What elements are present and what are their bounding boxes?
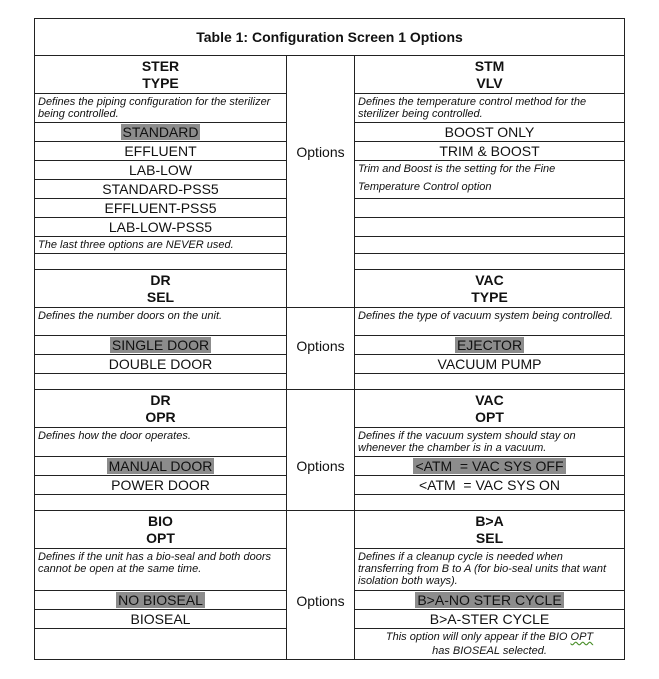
- empty-cell: [355, 199, 625, 218]
- empty-cell: [355, 237, 625, 254]
- ster-type-option-lab-low: LAB-LOW: [35, 161, 287, 180]
- ba-sel-header-line1: B>A: [475, 512, 504, 529]
- stm-vlv-header: [355, 56, 625, 94]
- vac-opt-option-vac-sys-off: <ATM = VAC SYS OFF: [355, 457, 625, 476]
- configuration-options-table: [34, 18, 625, 660]
- ba-sel-note-line1: [358, 630, 621, 644]
- bio-opt-description: Defines if the unit has a bio-seal and both doors cannot be open at the same time.: [35, 549, 287, 591]
- vac-opt-description: Defines if the vacuum system should stay on whenever the chamber is in a vacuum.: [355, 428, 625, 457]
- stm-vlv-option-boost-only: BOOST ONLY: [355, 123, 625, 142]
- options-column: [287, 56, 355, 308]
- options-label-1: Options: [296, 144, 345, 160]
- ster-type-header: [35, 56, 287, 94]
- spacer-cell: [35, 495, 287, 511]
- dr-sel-header-line1: DR: [150, 271, 171, 288]
- ster-type-header-line2: TYPE: [142, 74, 179, 91]
- ba-sel-note-prefix: This option will only appear if the BIO: [385, 631, 571, 643]
- empty-cell: [35, 629, 287, 660]
- bio-opt-option-bioseal: BIOSEAL: [35, 610, 287, 629]
- dr-opr-description: Defines how the door operates.: [35, 428, 287, 457]
- options-label-3: Options: [296, 458, 345, 474]
- ba-sel-header: [355, 511, 625, 549]
- empty-cell: [355, 218, 625, 237]
- dr-sel-option-double-door: DOUBLE DOOR: [35, 355, 287, 374]
- vac-type-option-vacuum-pump: VACUUM PUMP: [355, 355, 625, 374]
- dr-opr-header-line2: OPR: [145, 408, 176, 425]
- bio-opt-header: [35, 511, 287, 549]
- ster-type-note: The last three options are NEVER used.: [35, 237, 287, 254]
- vac-type-option-ejector: EJECTOR: [355, 336, 625, 355]
- vac-type-header-line1: VAC: [475, 271, 504, 288]
- ba-sel-header-line2: SEL: [475, 529, 504, 546]
- dr-sel-option-single-door: SINGLE DOOR: [35, 336, 287, 355]
- stm-vlv-header-line1: STM: [474, 57, 505, 74]
- vac-type-header-line2: TYPE: [471, 288, 508, 305]
- vac-opt-header-line1: VAC: [475, 391, 504, 408]
- dr-sel-header: [35, 270, 287, 308]
- ster-type-option-lab-low-pss5: LAB-LOW-PSS5: [35, 218, 287, 237]
- stm-vlv-option-trim-boost: TRIM & BOOST: [355, 142, 625, 161]
- vac-type-description: Defines the type of vacuum system being controlled.: [355, 308, 625, 336]
- bio-opt-header-line2: OPT: [146, 529, 175, 546]
- vac-opt-option-vac-sys-on: <ATM = VAC SYS ON: [355, 476, 625, 495]
- ster-type-option-standard-pss5: STANDARD-PSS5: [35, 180, 287, 199]
- stm-vlv-note-line2: Temperature Control option: [358, 181, 492, 193]
- dr-sel-description: Defines the number doors on the unit.: [35, 308, 287, 336]
- spacer-cell: [35, 254, 287, 270]
- ster-type-option-effluent: EFFLUENT: [35, 142, 287, 161]
- ba-sel-note-opt: OPT: [570, 631, 594, 643]
- ba-sel-option-ster-cycle: B>A-STER CYCLE: [355, 610, 625, 629]
- ba-sel-description: Defines if a cleanup cycle is needed when transferring from B to A (for bio-seal units that want isolation both ways).: [355, 549, 625, 591]
- vac-opt-header-line2: OPT: [475, 408, 504, 425]
- vac-type-header: [355, 270, 625, 308]
- options-column-4: [287, 511, 355, 660]
- ster-type-option-effluent-pss5: EFFLUENT-PSS5: [35, 199, 287, 218]
- ba-sel-option-no-ster-cycle: B>A-NO STER CYCLE: [355, 591, 625, 610]
- options-label-2: Options: [296, 338, 345, 354]
- spacer-cell: [355, 254, 625, 270]
- ster-type-description: Defines the piping configuration for the sterilizer being controlled.: [35, 94, 287, 123]
- ba-sel-note: [355, 629, 625, 660]
- spacer-cell: [35, 374, 287, 390]
- dr-opr-option-power-door: POWER DOOR: [35, 476, 287, 495]
- dr-opr-option-manual-door: MANUAL DOOR: [35, 457, 287, 476]
- bio-opt-header-line1: BIO: [148, 512, 173, 529]
- stm-vlv-note: [355, 161, 625, 199]
- ster-type-option-standard: STANDARD: [35, 123, 287, 142]
- dr-sel-header-line2: SEL: [146, 288, 175, 305]
- ster-type-header-line1: STER: [141, 57, 180, 74]
- options-column-2: [287, 308, 355, 390]
- options-label-4: Options: [296, 593, 345, 609]
- bio-opt-option-no-bioseal: NO BIOSEAL: [35, 591, 287, 610]
- spacer-cell: [355, 495, 625, 511]
- stm-vlv-header-line2: VLV: [476, 74, 503, 91]
- dr-opr-header-line1: DR: [150, 391, 171, 408]
- ba-sel-note-line2: has BIOSEAL selected.: [432, 645, 547, 657]
- stm-vlv-note-line1: Trim and Boost is the setting for the Fine: [358, 163, 556, 175]
- stm-vlv-description: Defines the temperature control method for the sterilizer being controlled.: [355, 94, 625, 123]
- vac-opt-header: [355, 390, 625, 428]
- dr-opr-header: [35, 390, 287, 428]
- spacer-cell: [355, 374, 625, 390]
- options-column-3: [287, 390, 355, 511]
- table-title: Table 1: Configuration Screen 1 Options: [35, 19, 625, 56]
